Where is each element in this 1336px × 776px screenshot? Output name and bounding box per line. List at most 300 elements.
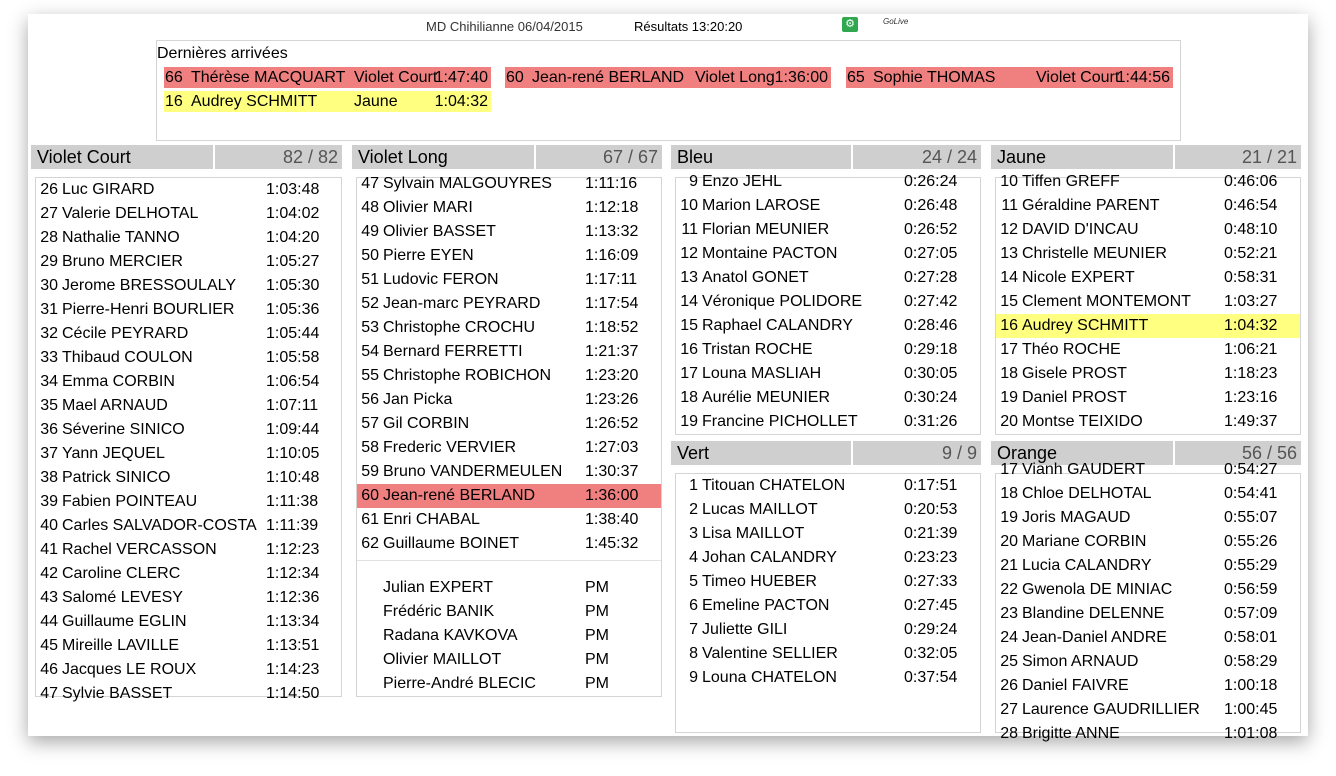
rank-cell: 18 — [680, 389, 698, 406]
name-cell: Jean-marc PEYRARD — [383, 295, 541, 312]
rank-cell: 17 — [1000, 341, 1018, 358]
name-cell: Mariane CORBIN — [1022, 533, 1147, 550]
name-cell: Brigitte ANNE — [1022, 725, 1120, 742]
table-row — [996, 578, 1300, 602]
arrival-rank: 66 — [165, 69, 183, 86]
rank-cell: 40 — [40, 517, 58, 534]
table-row — [357, 412, 661, 436]
rank-cell: 10 — [1000, 173, 1018, 190]
name-cell: Sylvain MALGOUYRES — [383, 175, 552, 192]
table-row — [36, 418, 341, 442]
time-cell: 1:05:58 — [266, 349, 320, 366]
results-timestamp: Résultats 13:20:20 — [634, 19, 743, 34]
time-cell: 1:04:20 — [266, 229, 320, 246]
rank-cell: 54 — [361, 343, 379, 360]
rank-cell: 11 — [1001, 197, 1018, 214]
table-row — [357, 172, 661, 196]
table-row — [676, 498, 980, 522]
table-row — [357, 600, 661, 624]
rank-cell: 16 — [1000, 317, 1018, 334]
rank-cell: 27 — [40, 205, 58, 222]
table-row — [996, 530, 1300, 554]
name-cell: Sylvie BASSET — [62, 685, 173, 702]
name-cell: Jerome BRESSOULALY — [62, 277, 236, 294]
time-cell: PM — [585, 651, 609, 668]
rank-cell: 1 — [689, 477, 698, 494]
panel-violet-long — [352, 145, 662, 697]
time-cell: 0:30:05 — [904, 365, 958, 382]
rank-cell: 16 — [680, 341, 698, 358]
panel-vert — [671, 441, 981, 733]
time-cell: 0:29:18 — [904, 341, 958, 358]
table-row — [996, 410, 1300, 434]
time-cell: 1:17:11 — [585, 271, 638, 288]
name-cell: Blandine DELENNE — [1022, 605, 1165, 622]
name-cell: Valentine SELLIER — [702, 645, 838, 662]
rank-cell: 14 — [680, 293, 698, 310]
rank-cell: 31 — [40, 301, 58, 318]
arrival-time: 1:04:32 — [434, 93, 488, 110]
name-cell: Théo ROCHE — [1022, 341, 1121, 358]
arrival-chip — [164, 91, 491, 112]
panel-title: Vert — [677, 443, 710, 463]
last-arrivals-title: Dernières arrivées — [157, 45, 288, 62]
name-cell: Juliette GILI — [702, 621, 788, 638]
name-cell: Gwenola DE MINIAC — [1022, 581, 1173, 598]
time-cell: 1:14:50 — [266, 685, 320, 702]
name-cell: Chloe DELHOTAL — [1022, 485, 1152, 502]
table-row — [36, 274, 341, 298]
name-cell: Daniel PROST — [1022, 389, 1127, 406]
arrival-category: Jaune — [354, 93, 398, 110]
table-row — [676, 546, 980, 570]
name-cell: Julian EXPERT — [383, 579, 493, 596]
rank-cell: 37 — [40, 445, 58, 462]
table-row — [996, 458, 1300, 482]
table-row — [357, 316, 661, 340]
name-cell: Tristan ROCHE — [702, 341, 813, 358]
name-cell: Rachel VERCASSON — [62, 541, 217, 558]
name-cell: Montaine PACTON — [702, 245, 838, 262]
time-cell: 1:18:23 — [1224, 365, 1278, 382]
rank-cell: 36 — [40, 421, 58, 438]
time-cell: 1:17:54 — [585, 295, 639, 312]
panel-orange — [991, 441, 1301, 742]
arrival-name: Audrey SCHMITT — [191, 93, 318, 110]
panel-header — [671, 145, 981, 169]
table-row — [676, 666, 980, 690]
time-cell: 1:12:34 — [266, 565, 320, 582]
time-cell: 1:16:09 — [585, 247, 639, 264]
rank-cell: 44 — [40, 613, 58, 630]
rank-cell: 26 — [40, 181, 58, 198]
rank-cell: 42 — [40, 565, 58, 582]
table-row — [676, 410, 980, 434]
time-cell: 1:09:44 — [266, 421, 320, 438]
table-row — [357, 484, 661, 508]
name-cell: Clement MONTEMONT — [1022, 293, 1191, 310]
time-cell: 1:23:26 — [585, 391, 639, 408]
table-row — [996, 362, 1300, 386]
table-row — [996, 506, 1300, 530]
rank-cell: 32 — [40, 325, 58, 342]
time-cell: 0:23:23 — [904, 549, 958, 566]
name-cell: Jan Picka — [383, 391, 453, 408]
table-row — [36, 682, 341, 706]
rank-cell: 51 — [361, 271, 379, 288]
name-cell: Laurence GAUDRILLIER — [1022, 701, 1200, 718]
time-cell: 0:27:05 — [904, 245, 958, 262]
rank-cell: 5 — [689, 573, 698, 590]
name-cell: Enri CHABAL — [383, 511, 480, 528]
arrival-category: Violet Court — [354, 69, 438, 86]
table-row — [996, 698, 1300, 722]
time-cell: 0:56:59 — [1224, 581, 1278, 598]
time-cell: 0:29:24 — [904, 621, 958, 638]
time-cell: 0:27:33 — [904, 573, 958, 590]
rank-cell: 15 — [1000, 293, 1018, 310]
time-cell: 0:32:05 — [904, 645, 958, 662]
time-cell: 1:13:51 — [266, 637, 320, 654]
rank-cell: 25 — [1000, 653, 1018, 670]
time-cell: 1:00:18 — [1224, 677, 1278, 694]
name-cell: Carles SALVADOR-COSTA — [62, 517, 257, 534]
time-cell: 0:17:51 — [904, 477, 958, 494]
name-cell: Florian MEUNIER — [702, 221, 830, 238]
name-cell: Olivier MARI — [383, 199, 473, 216]
name-cell: Enzo JEHL — [702, 173, 783, 190]
rank-cell: 3 — [689, 525, 698, 542]
table-row — [676, 218, 980, 242]
time-cell: 1:03:48 — [266, 181, 320, 198]
rank-cell: 53 — [361, 319, 379, 336]
arrival-rank: 60 — [506, 69, 524, 86]
table-row — [36, 370, 341, 394]
table-row — [996, 554, 1300, 578]
panel-header — [352, 145, 662, 169]
rank-cell: 19 — [1000, 509, 1018, 526]
panel-violet-court — [31, 145, 342, 702]
name-cell: Louna CHATELON — [702, 669, 837, 686]
name-cell: Séverine SINICO — [62, 421, 185, 438]
table-row — [357, 648, 661, 672]
rank-cell: 49 — [361, 223, 379, 240]
table-row — [36, 346, 341, 370]
time-cell: 0:30:24 — [904, 389, 958, 406]
panel-header — [31, 145, 342, 169]
rank-cell: 52 — [361, 295, 379, 312]
table-row — [36, 634, 341, 658]
table-row — [357, 292, 661, 316]
name-cell: Olivier MAILLOT — [383, 651, 502, 668]
rank-cell: 18 — [1000, 365, 1018, 382]
time-cell: 0:58:29 — [1224, 653, 1278, 670]
time-cell: 1:27:03 — [585, 439, 639, 456]
divider — [357, 560, 661, 561]
name-cell: DAVID D'INCAU — [1022, 221, 1139, 238]
time-cell: 0:58:01 — [1224, 629, 1278, 646]
table-row — [996, 674, 1300, 698]
table-row — [36, 490, 341, 514]
panel-bleu — [671, 145, 981, 435]
table-row — [676, 338, 980, 362]
rank-cell: 27 — [1000, 701, 1018, 718]
arrival-name: Sophie THOMAS — [873, 69, 996, 86]
name-cell: Ludovic FERON — [383, 271, 499, 288]
arrival-category: Violet Court — [1036, 69, 1120, 86]
rank-cell: 60 — [361, 487, 379, 504]
time-cell: 0:26:48 — [904, 197, 958, 214]
rank-cell: 55 — [361, 367, 379, 384]
table-row — [36, 322, 341, 346]
panel-title: Violet Court — [37, 147, 131, 167]
name-cell: Géraldine PARENT — [1022, 197, 1160, 214]
name-cell: Gil CORBIN — [383, 415, 470, 432]
table-row — [36, 250, 341, 274]
time-cell: 1:49:37 — [1224, 413, 1278, 430]
time-cell: 1:04:02 — [266, 205, 320, 222]
arrival-time: 1:36:00 — [774, 69, 828, 86]
name-cell: Nathalie TANNO — [62, 229, 180, 246]
name-cell: Salomé LEVESY — [62, 589, 183, 606]
time-cell: 1:12:23 — [266, 541, 320, 558]
rank-cell: 56 — [361, 391, 379, 408]
panel-title: Violet Long — [358, 147, 448, 167]
name-cell: Lucas MAILLOT — [702, 501, 818, 518]
gear-icon[interactable]: ⚙ — [842, 17, 858, 32]
name-cell: Jean-Daniel ANDRE — [1022, 629, 1167, 646]
time-cell: 1:11:16 — [585, 175, 638, 192]
name-cell: Simon ARNAUD — [1022, 653, 1139, 670]
name-cell: Caroline CLERC — [62, 565, 181, 582]
rank-cell: 10 — [680, 197, 698, 214]
rank-cell: 6 — [689, 597, 698, 614]
table-row — [357, 436, 661, 460]
time-cell: 1:23:20 — [585, 367, 639, 384]
table-row — [357, 340, 661, 364]
table-row — [996, 602, 1300, 626]
table-row — [996, 170, 1300, 194]
table-row — [996, 650, 1300, 674]
rank-cell: 17 — [680, 365, 698, 382]
table-row — [357, 364, 661, 388]
name-cell: Anatol GONET — [702, 269, 809, 286]
time-cell: 1:00:45 — [1224, 701, 1278, 718]
results-list[interactable] — [675, 473, 981, 733]
name-cell: Radana KAVKOVA — [383, 627, 518, 644]
results-list[interactable] — [35, 177, 342, 702]
time-cell: 1:01:08 — [1224, 725, 1278, 742]
rank-cell: 39 — [40, 493, 58, 510]
table-row — [36, 298, 341, 322]
time-cell: 0:48:10 — [1224, 221, 1278, 238]
arrival-chip — [164, 67, 491, 88]
table-row — [36, 562, 341, 586]
name-cell: Bruno MERCIER — [62, 253, 183, 270]
rank-cell: 57 — [361, 415, 379, 432]
time-cell: 0:58:31 — [1224, 269, 1278, 286]
rank-cell: 19 — [1000, 389, 1018, 406]
time-cell: 1:10:48 — [266, 469, 320, 486]
time-cell: 0:27:45 — [904, 597, 958, 614]
rank-cell: 47 — [361, 175, 379, 192]
name-cell: Jean-rené BERLAND — [383, 487, 536, 504]
time-cell: 0:26:24 — [904, 173, 958, 190]
name-cell: Louna MASLIAH — [702, 365, 822, 382]
time-cell: 1:06:21 — [1224, 341, 1278, 358]
rank-cell: 12 — [680, 245, 698, 262]
table-row — [357, 220, 661, 244]
name-cell: Cécile PEYRARD — [62, 325, 189, 342]
time-cell: 1:45:32 — [585, 535, 639, 552]
rank-cell: 34 — [40, 373, 58, 390]
time-cell: 0:27:28 — [904, 269, 958, 286]
results-list[interactable] — [356, 177, 662, 697]
time-cell: 0:55:29 — [1224, 557, 1278, 574]
rank-cell: 14 — [1000, 269, 1018, 286]
name-cell: Thibaud COULON — [62, 349, 193, 366]
name-cell: Bernard FERRETTI — [383, 343, 523, 360]
name-cell: Guillaume BOINET — [383, 535, 520, 552]
golive-label: GoLive — [883, 17, 909, 26]
time-cell: 1:30:37 — [585, 463, 639, 480]
panel-jaune — [991, 145, 1301, 435]
time-cell: PM — [585, 603, 609, 620]
table-row — [676, 290, 980, 314]
table-row — [996, 482, 1300, 506]
name-cell: Luc GIRARD — [62, 181, 155, 198]
name-cell: Gisele PROST — [1022, 365, 1127, 382]
results-list[interactable] — [995, 461, 1301, 742]
time-cell: 1:11:38 — [266, 493, 319, 510]
table-row — [357, 532, 661, 556]
results-list[interactable] — [995, 173, 1301, 435]
name-cell: Johan CALANDRY — [702, 549, 837, 566]
name-cell: Tiffen GREFF — [1022, 173, 1120, 190]
time-cell: 1:23:16 — [1224, 389, 1278, 406]
rank-cell: 41 — [40, 541, 58, 558]
name-cell: Joris MAGAUD — [1022, 509, 1131, 526]
rank-cell: 22 — [1000, 581, 1018, 598]
name-cell: Christophe ROBICHON — [383, 367, 552, 384]
time-cell: 0:46:06 — [1224, 173, 1278, 190]
table-row — [36, 178, 341, 202]
panel-count: 67 / 67 — [602, 147, 658, 167]
rank-cell: 9 — [689, 669, 698, 686]
table-row — [357, 268, 661, 292]
rank-cell: 13 — [680, 269, 698, 286]
time-cell: 0:28:46 — [904, 317, 958, 334]
rank-cell: 8 — [689, 645, 698, 662]
panel-header — [991, 145, 1301, 169]
time-cell: 1:10:05 — [266, 445, 320, 462]
panel-count: 21 / 21 — [1241, 147, 1297, 167]
rank-cell: 30 — [40, 277, 58, 294]
table-row — [996, 722, 1300, 746]
name-cell: Titouan CHATELON — [702, 477, 846, 494]
rank-cell: 28 — [1000, 725, 1018, 742]
time-cell: 0:55:07 — [1224, 509, 1278, 526]
panel-count: 9 / 9 — [941, 443, 977, 463]
name-cell: Olivier BASSET — [383, 223, 496, 240]
arrival-rank: 65 — [847, 69, 865, 86]
time-cell: 1:21:37 — [585, 343, 639, 360]
panel-count: 56 / 56 — [1241, 443, 1297, 463]
table-row — [996, 626, 1300, 650]
panel-title: Bleu — [677, 147, 714, 167]
rank-cell: 4 — [689, 549, 698, 566]
time-cell: 0:26:52 — [904, 221, 958, 238]
table-row — [357, 388, 661, 412]
table-row — [36, 394, 341, 418]
rank-cell: 43 — [40, 589, 58, 606]
name-cell: Bruno VANDERMEULEN — [383, 463, 563, 480]
arrival-time: 1:47:40 — [434, 69, 488, 86]
time-cell: 1:05:36 — [266, 301, 320, 318]
rank-cell: 48 — [361, 199, 379, 216]
name-cell: Guillaume EGLIN — [62, 613, 187, 630]
name-cell: Vianh GAUDERT — [1022, 461, 1146, 478]
rank-cell: 21 — [1000, 557, 1018, 574]
time-cell: 0:31:26 — [904, 413, 958, 430]
name-cell: Véronique POLIDORE — [702, 293, 863, 310]
time-cell: 0:54:27 — [1224, 461, 1278, 478]
rank-cell: 20 — [1000, 413, 1018, 430]
arrival-chip — [505, 67, 831, 88]
rank-cell: 20 — [1000, 533, 1018, 550]
time-cell: 1:07:11 — [266, 397, 319, 414]
event-title: MD Chihilianne 06/04/2015 — [426, 19, 583, 34]
panel-title: Orange — [997, 443, 1058, 463]
time-cell: 1:26:52 — [585, 415, 639, 432]
time-cell: 0:55:26 — [1224, 533, 1278, 550]
time-cell: 1:06:54 — [266, 373, 320, 390]
rank-cell: 23 — [1000, 605, 1018, 622]
rank-cell: 38 — [40, 469, 58, 486]
name-cell: Mael ARNAUD — [62, 397, 168, 414]
name-cell: Yann JEQUEL — [62, 445, 165, 462]
table-row — [676, 618, 980, 642]
name-cell: Christophe CROCHU — [383, 319, 536, 336]
table-row — [996, 338, 1300, 362]
rank-cell: 46 — [40, 661, 58, 678]
table-row — [996, 386, 1300, 410]
time-cell: 0:57:09 — [1224, 605, 1278, 622]
rank-cell: 29 — [40, 253, 58, 270]
time-cell: PM — [585, 627, 609, 644]
results-list[interactable] — [675, 173, 981, 435]
table-row — [676, 570, 980, 594]
table-row — [36, 658, 341, 682]
rank-cell: 33 — [40, 349, 58, 366]
table-row — [996, 290, 1300, 314]
rank-cell: 7 — [689, 621, 698, 638]
name-cell: Jacques LE ROUX — [62, 661, 197, 678]
table-row — [36, 202, 341, 226]
table-row — [676, 386, 980, 410]
time-cell: 1:04:32 — [1224, 317, 1278, 334]
results-window — [28, 14, 1308, 742]
time-cell: 0:21:39 — [904, 525, 958, 542]
table-row — [676, 242, 980, 266]
table-row — [676, 594, 980, 618]
name-cell: Pierre EYEN — [383, 247, 474, 264]
table-row — [357, 624, 661, 648]
table-row — [996, 242, 1300, 266]
time-cell: 1:12:18 — [585, 199, 639, 216]
time-cell: 1:05:44 — [266, 325, 320, 342]
rank-cell: 59 — [361, 463, 379, 480]
